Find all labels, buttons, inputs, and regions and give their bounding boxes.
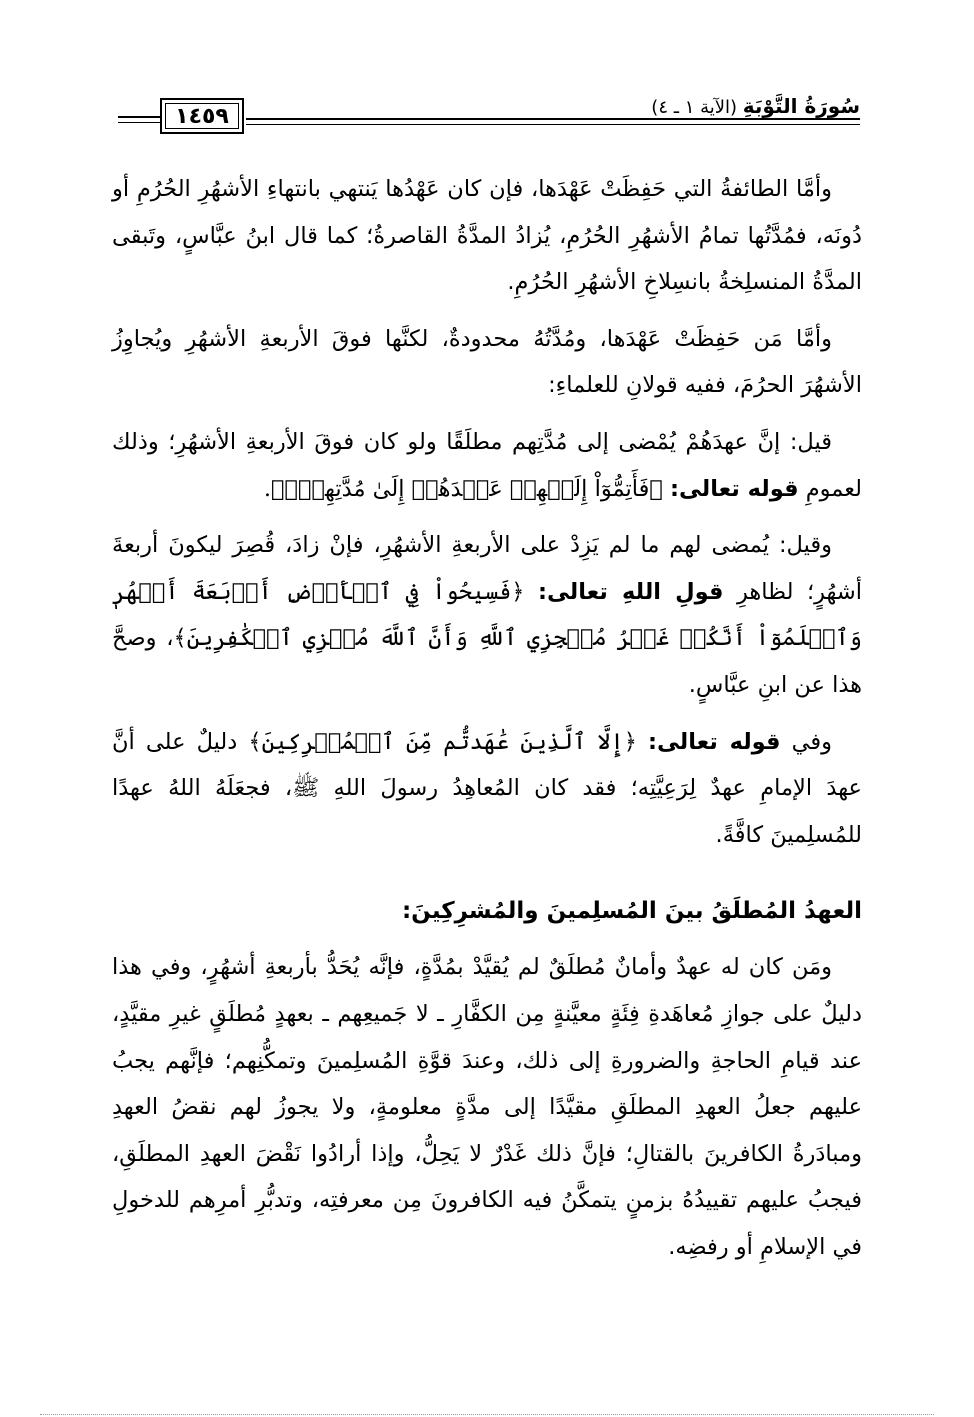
bold-phrase: قولِ اللهِ تعالى: bbox=[538, 578, 724, 605]
header-rule-left bbox=[118, 116, 160, 118]
text: وقيل: يُمضى لهم ما لم يَزِدْ على الأربعةِ الأشهُرِ، فإنْ زادَ، قُصِرَ ليكونَ أربعةَ أشهُرٍ؛ لظاهرِ bbox=[112, 532, 862, 605]
paragraph-4 bbox=[112, 522, 862, 708]
header-rule-right bbox=[246, 118, 860, 120]
paragraph-3 bbox=[112, 419, 862, 512]
text: وفي bbox=[780, 728, 832, 755]
page-header bbox=[118, 92, 860, 140]
bold-phrase: قوله تعالى: bbox=[647, 728, 781, 755]
page-number-frame bbox=[160, 98, 244, 134]
quran-verse: ﴿فَأَتِمُّوٓاْ إِلَيۡهِمۡ عَهۡدَهُمۡ إِلَىٰ مُدَّتِهِمۡۚ﴾. bbox=[263, 475, 670, 502]
quran-verse: ﴿فَسِيحُواْ فِي ٱلۡأَرۡضِ أَرۡبَعَةَ أَشۡهُرٖ وَٱعۡلَمُوٓاْ أَنَّكُمۡ غَيۡرُ مُعۡجِزِي ٱللَّهِ وَأَنَّ ٱللَّهَ مُخۡزِي ٱلۡكَٰفِرِينَ﴾ bbox=[112, 578, 862, 652]
text: دليلٌ على أنَّ عهدَ الإمامِ عهدٌ لِرَعِيَّتِه؛ فقد كان المُعاهِدُ رسولَ اللهِ ﷺ، فجعَلَهُ اللهُ عهدًا للمُسلِمينَ كافَّةً. bbox=[112, 728, 862, 848]
page-number: ١٤٥٩ bbox=[175, 103, 229, 129]
running-head bbox=[645, 94, 860, 118]
ayah-range: (الآية ١ ـ ٤) bbox=[651, 97, 738, 118]
text: قيل: إنَّ عهدَهُمْ يُمْضى إلى مُدَّتِهم مطلَقًا ولو كان فوقَ الأربعةِ الأشهُرِ؛ وذلك لعمومِ bbox=[112, 428, 862, 502]
surah-title: سُورَةُ التَّوْبَةِ bbox=[742, 94, 860, 118]
text: ، وصحَّ هذا عن ابنِ عبَّاسٍ. bbox=[112, 625, 862, 698]
scan-bottom-edge bbox=[40, 1414, 934, 1415]
page-body bbox=[112, 166, 862, 1280]
section-heading: العهدُ المُطلَقُ بينَ المُسلِمينَ والمُشرِكِينَ: bbox=[401, 898, 862, 925]
paragraph-6: ومَن كان له عهدٌ وأمانٌ مُطلَقٌ لم يُقيَّدْ بمُدَّةٍ، فإنَّه يُحَدُّ بأربعةِ أشهُرٍ، وفي هذا دليلٌ على جوازِ مُعاهَدةِ فِئَةٍ معيَّنةٍ مِن الكفَّارِ ـ لا جَميعِهم ـ بعهدٍ مُطلَقٍ غيرِ مقيَّدٍ، عند قيامِ الحاجةِ والضرورةِ إلى ذلك، وعندَ قوَّةِ المُسلِمينَ وتمكُّنِهم؛ فإنَّهم يجبُ عليهم جعلُ العهدِ المطلَقِ مقيَّدًا إلى مدَّةٍ معلومةٍ، ولا يجوزُ لهم نقضُ العهدِ ومبادَرةُ الكافرينَ بالقتالِ؛ فإنَّ ذلك غَدْرٌ لا يَحِلُّ، وإذا أرادُوا نَقْضَ العهدِ المطلَقِ، فيجبُ عليهم تقييدُهُ بزمنٍ يتمكَّنُ فيه الكافرونَ مِن معرفتِه، وتدبُّرِ أمرِهم للدخولِ في الإسلامِ أو رفضِه. bbox=[112, 954, 862, 1260]
header-rule-right-thin bbox=[246, 124, 860, 125]
paragraph-5 bbox=[112, 719, 862, 859]
quran-verse: ﴿إِلَّا ٱلَّذِينَ عَٰهَدتُّم مِّنَ ٱلۡمُشۡرِكِينَ﴾ bbox=[248, 728, 648, 755]
paragraph-2: وأمَّا مَن حَفِظَتْ عَهْدَها، ومُدَّتُهُ محدودةٌ، لكنَّها فوقَ الأربعةِ الأشهُرِ ويُجاوِزُ الأشهُرَ الحرُمَ، ففيه قولانِ للعلماءِ: bbox=[112, 325, 862, 399]
paragraph-1: وأمَّا الطائفةُ التي حَفِظَتْ عَهْدَها، فإن كان عَهْدُها يَنتهي بانتهاءِ الأشهُرِ الحُرُمِ أو دُونَه، فمُدَّتُها تمامُ الأشهُرِ الحُرُمِ، يُزادُ المدَّةُ القاصرةُ؛ كما قال ابنُ عبَّاسٍ، وتَبقى المدَّةُ المنسلِخةُ بانسِلاخِ الأشهُرِ الحُرُمِ. bbox=[112, 176, 862, 296]
bold-phrase: قوله تعالى: bbox=[669, 475, 799, 502]
header-rule-left-thin bbox=[118, 122, 160, 123]
